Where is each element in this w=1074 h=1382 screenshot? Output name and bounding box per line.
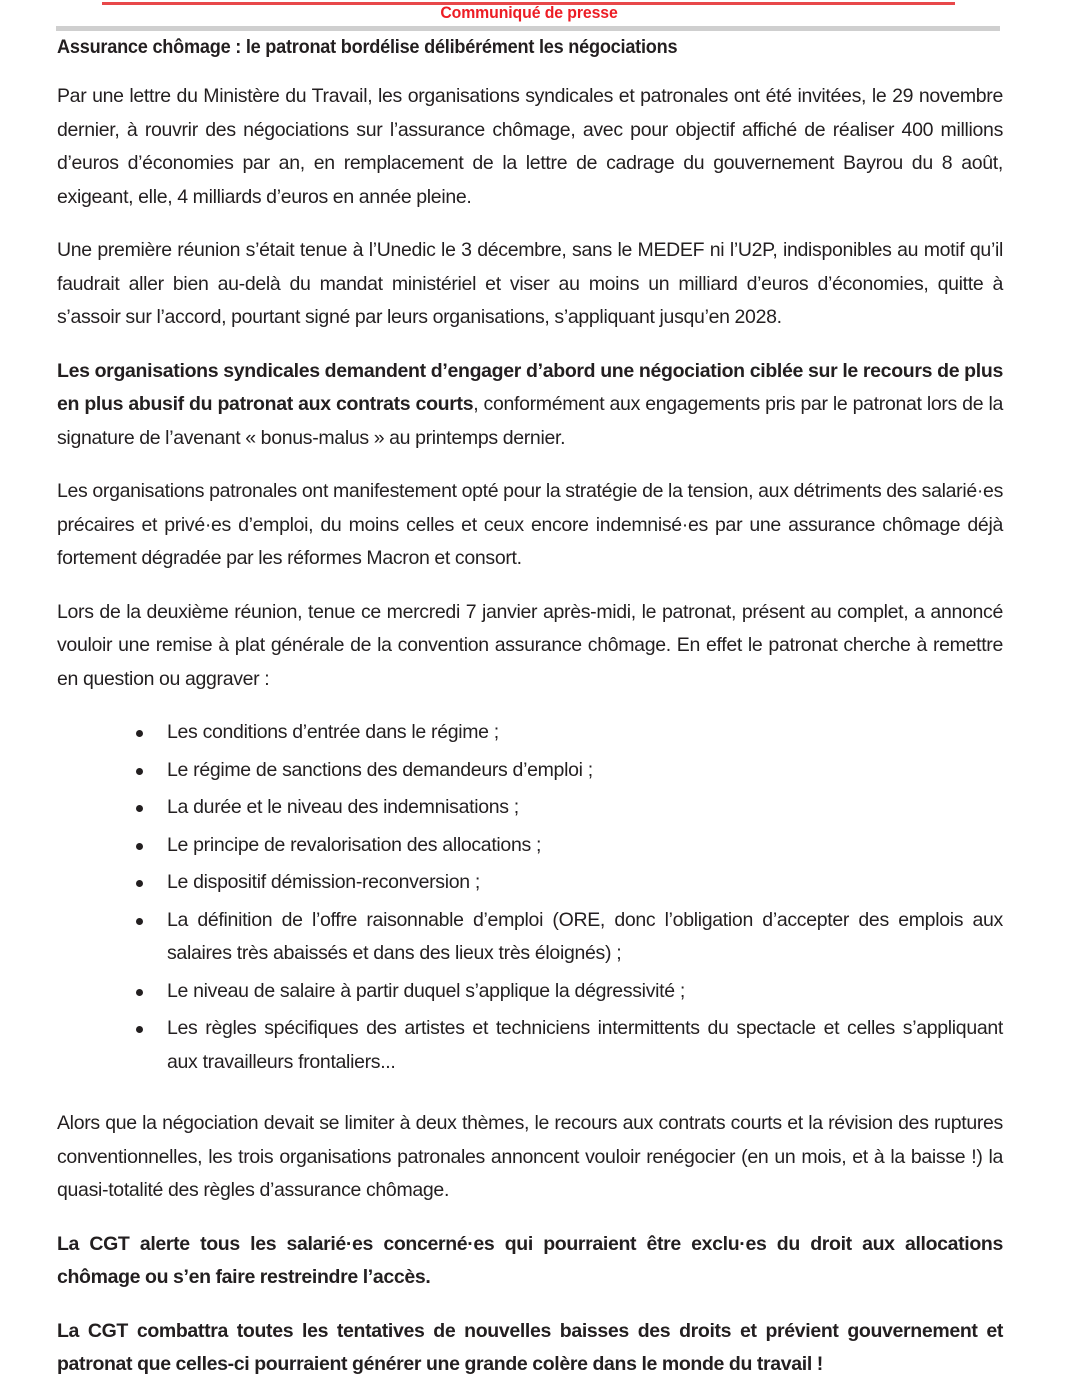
paragraph-cgt-alert: La CGT alerte tous les salarié·es concerné·es qui pourraient être exclu·es du droit aux allocations chômage ou s’en faire restreindre l’accès. [57,1232,1003,1288]
document-body [57,36,1003,1382]
masthead-title: Communiqué de presse [440,3,618,22]
paragraph-cgt-warning: La CGT combattra toutes les tentatives de nouvelles baisses des droits et prévient gouvernement et patronat que celles-ci pourraient générer une grande colère dans le monde du travail ! [57,1319,1003,1375]
page-title: Assurance chômage : le patronat bordélise délibérément les négociations [57,37,678,58]
bullet-dot-icon [136,989,143,996]
list-item-label: Le dispositif démission-reconversion ; [167,871,480,893]
list-item [57,716,1003,750]
list-item-label: Le régime de sanctions des demandeurs d’emploi ; [167,758,593,781]
paragraph-scope-expansion: Alors que la négociation devait se limiter à deux thèmes, le recours aux contrats courts et la révision des ruptures conventionnelles, les trois organisations patronales annoncent vouloir renégocier (en un mois, et à la baisse !) la quasi-totalité des règles d’assurance chômage. [57,1112,1003,1201]
bullet-dot-icon [136,880,143,887]
list-item-label: Les règles spécifiques des artistes et techniciens intermittents du spectacle et celles s’appliquant aux travailleurs frontaliers... [167,1017,1003,1073]
list-item [57,1012,1003,1079]
demands-list [57,716,1003,1079]
paragraph-intro-mandate: Par une lettre du Ministère du Travail, les organisations syndicales et patronales ont été invitées, le 29 novembre dernier, à rouvrir des négociations sur l’assurance chômage, avec pour objectif affiché de réaliser 400 millions d’euros d’économies par an, en remplacement de la lettre de cadrage du gouvernement Bayrou du 8 août, exigeant, elle, 4 milliards d’euros en année pleine. [57,85,1003,208]
paragraph-employer-strategy: Les organisations patronales ont manifestement opté pour la stratégie de la tension, aux détriments des salarié·es précaires et privé·es d’emploi, du moins celles et ceux encore indemnisé·es par une assurance chômage déjà fortement dégradée par les réformes Macron et consort. [57,480,1003,569]
bullet-dot-icon [136,805,143,812]
paragraph-union-demand-bold-lead: Les organisations syndicales demandent d’engager d’abord une négociation ciblée sur le recours de plus en plus abusif du patronat aux contrats courts [57,359,1003,415]
list-item-label: Le niveau de salaire à partir duquel s’applique la dégressivité ; [167,979,685,1002]
bullet-dot-icon [136,843,143,850]
list-item-label: La définition de l’offre raisonnable d’emploi (ORE, donc l’obligation d’accepter des emplois aux salaires très abaissés et dans des lieux très éloignés) ; [167,908,1003,964]
paragraph-second-meeting: Lors de la deuxième réunion, tenue ce mercredi 7 janvier après-midi, le patronat, présent au complet, a annoncé vouloir une remise à plat générale de la convention assurance chômage. En effet le patronat cherche à remettre en question ou aggraver : [57,600,1003,690]
bullet-dot-icon [136,1026,143,1033]
list-item-label: Les conditions d’entrée dans le régime ; [167,721,499,743]
paragraph-first-meeting: Une première réunion s’était tenue à l’Unedic le 3 décembre, sans le MEDEF ni l’U2P, indisponibles au motif qu’il faudrait aller bien au-delà du mandat ministériel et viser au moins un milliard d’euros d’économies, quitte à s’assoir sur l’accord, pourtant signé par leurs organisations, s’appliquant jusqu’en 2028. [57,239,1003,328]
masthead [0,0,1074,34]
bullet-dot-icon [136,918,143,925]
list-item [57,975,1003,1009]
list-item [57,754,1003,788]
list-item-label: La durée et le niveau des indemnisations ; [167,796,519,818]
masthead-gray-bar [56,26,1000,31]
list-bottom-spacer [57,1095,1003,1107]
list-item [57,904,1003,971]
paragraph-union-demand [57,355,1003,456]
list-item [57,791,1003,825]
paragraph-union-demand-rest: , conformément aux engagements pris par le patronat lors de la signature de l’avenant « bonus-malus » au printemps dernier. [57,393,1003,449]
list-item [57,829,1003,863]
bullet-dot-icon [136,730,143,737]
bullet-dot-icon [136,768,143,775]
list-item [57,866,1003,900]
list-item-label: Le principe de revalorisation des allocations ; [167,833,542,856]
